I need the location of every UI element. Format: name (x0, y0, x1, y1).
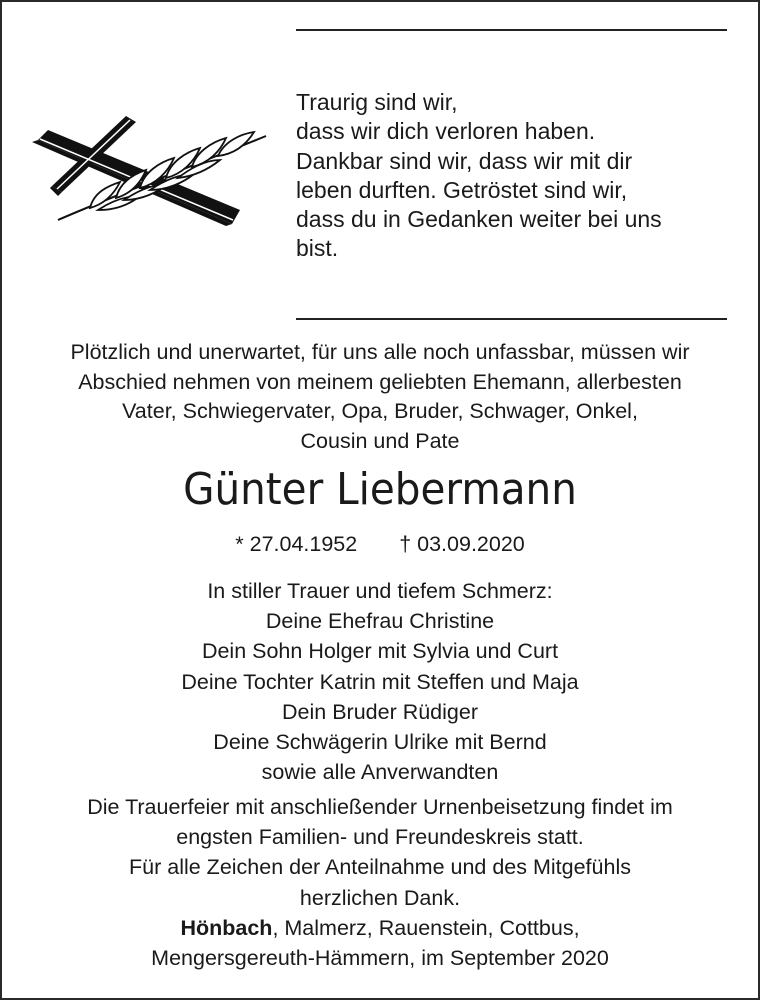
funeral-line: Die Trauerfeier mit anschließender Urnenbeisetzung findet im (87, 795, 673, 819)
mourner-line: sowie alle Anverwandten (261, 760, 499, 785)
death-date: 03.09.2020 (417, 532, 525, 556)
death-symbol: † (399, 532, 412, 556)
top-divider (296, 29, 727, 31)
places-line (0, 913, 760, 943)
verse-line: leben durften. Getröstet sind wir, (296, 176, 628, 203)
announcement-line: Cousin und Pate (300, 429, 460, 454)
birth-symbol: * (235, 532, 244, 556)
mourners-heading: In stiller Trauer und tiefem Schmerz: (207, 579, 553, 603)
funeral-line: engsten Familien- und Freundeskreis statt. (176, 825, 584, 850)
middle-divider (296, 318, 727, 320)
life-dates (0, 530, 760, 558)
birth-date: 27.04.1952 (249, 532, 358, 556)
cross-with-palm-branch-icon (28, 112, 273, 232)
announcement-line: Abschied nehmen von meinem geliebten Ehemann, allerbesten (78, 369, 682, 394)
mourners-list (0, 576, 760, 787)
mourner-line: Dein Sohn Holger mit Sylvia und Curt (201, 639, 559, 664)
announcement-line: Plötzlich und unerwartet, für uns alle noch unfassbar, müssen wir (70, 340, 690, 364)
deceased-name: Günter Liebermann (183, 464, 577, 515)
mourner-line: Deine Ehefrau Christine (265, 609, 495, 634)
mourner-line: Deine Schwägerin Ulrike mit Bernd (213, 730, 547, 755)
verse-line: dass wir dich verloren haben. (296, 118, 596, 145)
memorial-verse (296, 88, 736, 264)
verse-line: bist. (296, 235, 339, 262)
announcement-text (0, 338, 760, 457)
verse-line: dass du in Gedanken weiter bei uns (296, 206, 662, 233)
mourner-line: Deine Tochter Katrin mit Steffen und Maja (181, 669, 579, 694)
announcement-line: Vater, Schwiegervater, Opa, Bruder, Schwager, Onkel, (122, 399, 638, 424)
verse-line: Dankbar sind wir, dass wir mit dir (296, 147, 633, 174)
location-date-line: Mengersgereuth-Hämmern, im September 2020 (151, 946, 609, 971)
places-rest: , Malmerz, Rauenstein, Cottbus, (272, 915, 580, 940)
place-bold: Hönbach (180, 915, 273, 940)
mourner-line: Dein Bruder Rüdiger (282, 699, 478, 724)
verse-line: Traurig sind wir, (296, 89, 458, 115)
funeral-line: Für alle Zeichen der Anteilnahme und des Mitgefühls (129, 855, 631, 880)
funeral-info (0, 792, 760, 973)
funeral-line: herzlichen Dank. (299, 885, 461, 910)
